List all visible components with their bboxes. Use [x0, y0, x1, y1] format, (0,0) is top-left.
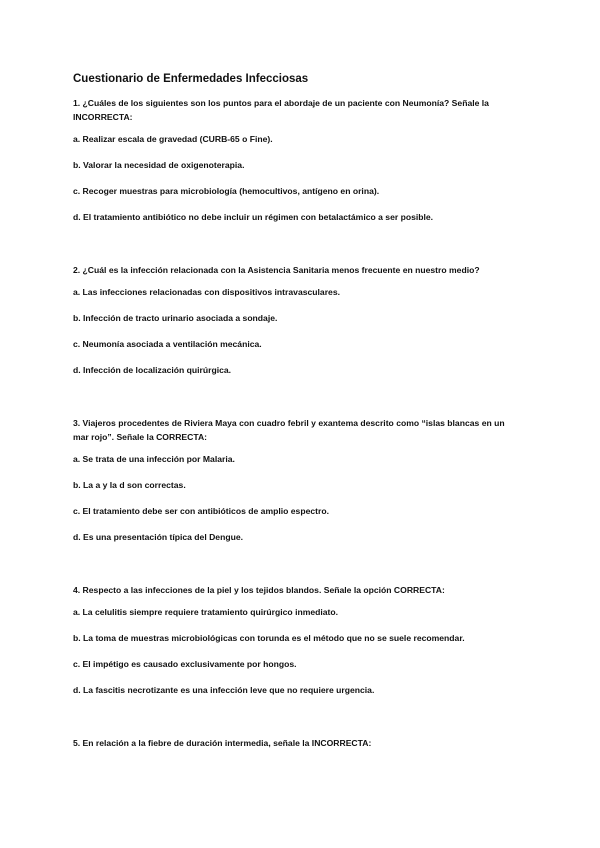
question-3 [73, 416, 520, 543]
question-text: 2. ¿Cuál es la infección relacionada con la Asistencia Sanitaria menos frecuente en nuestro medio? [73, 265, 480, 275]
answer-option: b. La a y la d son correctas. [73, 480, 186, 490]
spacer [73, 237, 520, 263]
answer-option: b. Infección de tracto urinario asociada a sondaje. [73, 313, 278, 323]
spacer [73, 557, 520, 583]
answer-option: b. La toma de muestras microbiológicas con torunda es el método que no se suele recomendar. [73, 633, 465, 643]
question-text: 5. En relación a la fiebre de duración intermedia, señale la INCORRECTA: [73, 738, 372, 748]
question-text: 1. ¿Cuáles de los siguientes son los puntos para el abordaje de un paciente con Neumonía? Señale la INCORRECTA: [73, 98, 489, 122]
answer-option: d. La fascitis necrotizante es una infección leve que no requiere urgencia. [73, 685, 375, 695]
question-1 [73, 96, 520, 223]
spacer [73, 390, 520, 416]
spacer [73, 710, 520, 736]
question-text: 4. Respecto a las infecciones de la piel y los tejidos blandos. Señale la opción CORRECTA: [73, 585, 445, 595]
answer-option: c. Recoger muestras para microbiología (hemocultivos, antígeno en orina). [73, 186, 380, 196]
question-text: 3. Viajeros procedentes de Riviera Maya con cuadro febril y exantema descrito como “islas blancas en un mar rojo”. Señale la CORRECTA: [73, 418, 505, 442]
answer-option: c. Neumonía asociada a ventilación mecánica. [73, 339, 262, 349]
answer-option: a. Las infecciones relacionadas con dispositivos intravasculares. [73, 287, 340, 297]
answer-option: c. El impétigo es causado exclusivamente por hongos. [73, 659, 297, 669]
question-2 [73, 263, 520, 376]
answer-option: a. La celulitis siempre requiere tratamiento quirúrgico inmediato. [73, 607, 339, 617]
answer-option: d. El tratamiento antibiótico no debe incluir un régimen con betalactámico a ser posible. [73, 212, 434, 222]
answer-option: a. Realizar escala de gravedad (CURB-65 o Fine). [73, 134, 273, 144]
answer-option: c. El tratamiento debe ser con antibióticos de amplio espectro. [73, 506, 329, 516]
answer-option: d. Infección de localización quirúrgica. [73, 365, 232, 375]
document-title: Cuestionario de Enfermedades Infecciosas [73, 73, 309, 85]
answer-option: a. Se trata de una infección por Malaria. [73, 454, 235, 464]
answer-option: d. Es una presentación típica del Dengue. [73, 532, 244, 542]
answer-option: b. Valorar la necesidad de oxigenoterapia. [73, 160, 245, 170]
question-5 [73, 736, 520, 750]
question-4 [73, 583, 520, 696]
